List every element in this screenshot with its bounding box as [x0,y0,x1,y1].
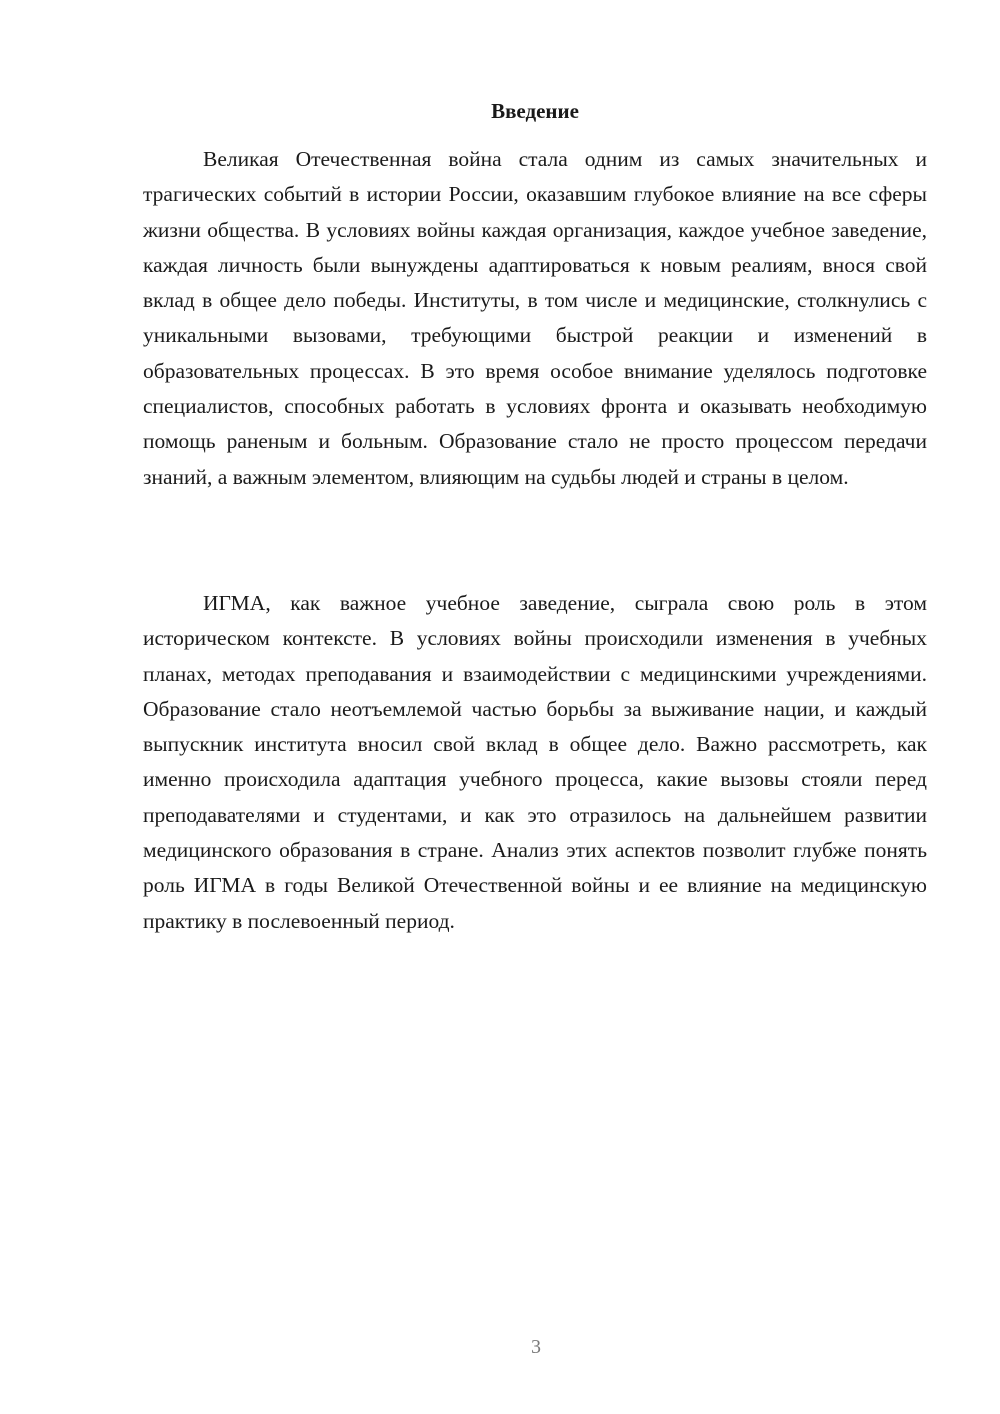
paragraph-2: ИГМА, как важное учебное заведение, сыграла свою роль в этом историческом контексте. В условиях войны происходили изменения в учебных планах, методах преподавания и взаимодействии с медицинскими учреждениями. Образование стало неотъемлемой частью борьбы за выживание нации, и каждый выпускник института вносил свой вклад в общее дело. Важно рассмотреть, как именно происходила адаптация учебного процесса, какие вызовы стояли перед преподавателями и студентами, и как это отразилось на дальнейшем развитии медицинского образования в стране. Анализ этих аспектов позволит глубже понять роль ИГМА в годы Великой Отечественной войны и ее влияние на медицинскую практику в послевоенный период. [143,591,927,933]
section-heading: Введение [491,99,579,123]
page-number: 3 [531,1336,541,1358]
paragraph-1: Великая Отечественная война стала одним из самых значительных и трагических событий в истории России, оказавшим глубокое влияние на все сферы жизни общества. В условиях войны каждая организация, каждое учебное заведение, каждая личность были вынуждены адаптироваться к новым реалиям, внося свой вклад в общее дело победы. Институты, в том числе и медицинские, столкнулись с уникальными вызовами, требующими быстрой реакции и изменений в образовательных процессах. В это время особое внимание уделялось подготовке специалистов, способных работать в условиях фронта и оказывать необходимую помощь раненым и больным. Образование стало не просто процессом передачи знаний, а важным элементом, влияющим на судьбы людей и страны в целом. [143,147,927,489]
